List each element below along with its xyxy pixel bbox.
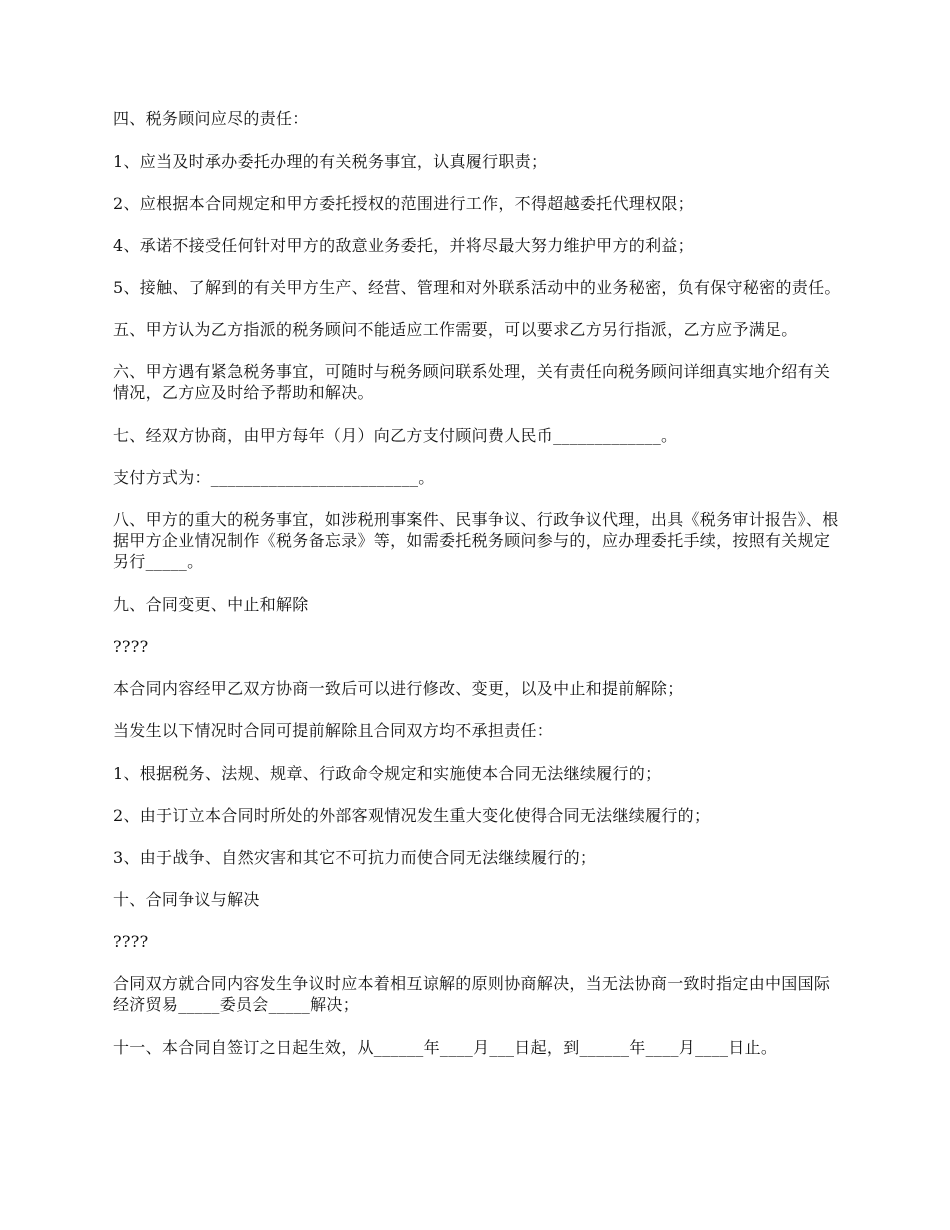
section-seven-paragraph: 七、经双方协商，由甲方每年（月）向乙方支付顾问费人民币_____________。 <box>113 426 678 445</box>
clause-duty-5: 5、接触、了解到的有关甲方生产、经营、管理和对外联系活动中的业务秘密，负有保守秘密的责任。 <box>113 278 841 297</box>
section-six-paragraph: 六、甲方遇有紧急税务事宜，可随时与税务顾问联系处理，关有责任向税务顾问详细真实地介绍有关情况，乙方应及时给予帮助和解决。 <box>113 362 831 402</box>
payment-method-line: 支付方式为：_________________________。 <box>113 468 435 487</box>
clause-duty-1: 1、应当及时承办委托办理的有关税务事宜，认真履行职责； <box>113 152 548 171</box>
termination-condition-1: 1、根据税务、法规、规章、行政命令规定和实施使本合同无法继续履行的； <box>113 764 662 783</box>
section-five-paragraph: 五、甲方认为乙方指派的税务顾问不能适应工作需要，可以要求乙方另行指派，乙方应予满足。 <box>113 320 798 339</box>
dispute-resolution-paragraph: 合同双方就合同内容发生争议时应本着相互谅解的原则协商解决，当无法协商一致时指定由中国国际经济贸易_____委员会_____解决； <box>113 974 831 1014</box>
effective-period-paragraph: 十一、本合同自签订之日起生效，从______年____月___日起，到______年____月____日止。 <box>113 1038 778 1057</box>
termination-condition-3: 3、由于战争、自然灾害和其它不可抗力而使合同无法继续履行的； <box>113 848 597 867</box>
clause-duty-4: 4、承诺不接受任何针对甲方的敌意业务委托，并将尽最大努力维护甲方的利益； <box>113 236 694 255</box>
clause-duty-2: 2、应根据本合同规定和甲方委托授权的范围进行工作，不得超越委托代理权限； <box>113 194 694 213</box>
placeholder-marks: ???? <box>113 932 149 951</box>
section-nine-heading: 九、合同变更、中止和解除 <box>113 595 309 614</box>
termination-condition-2: 2、由于订立本合同时所处的外部客观情况发生重大变化使得合同无法继续履行的； <box>113 806 711 825</box>
amendment-paragraph: 本合同内容经甲乙双方协商一致后可以进行修改、变更，以及中止和提前解除； <box>113 679 684 698</box>
section-eight-paragraph: 八、甲方的重大的税务事宜，如涉税刑事案件、民事争议、行政争议代理，出具《税务审计报告》、根据甲方企业情况制作《税务备忘录》等，如需委托税务顾问参与的，应办理委托手续，按照有关规定另行_____。 <box>113 510 839 571</box>
section-four-heading: 四、税务顾问应尽的责任： <box>113 109 309 128</box>
placeholder-marks: ???? <box>113 637 149 656</box>
termination-conditions-intro: 当发生以下情况时合同可提前解除且合同双方均不承担责任： <box>113 721 554 740</box>
section-ten-heading: 十、合同争议与解决 <box>113 890 260 909</box>
document-body <box>113 108 841 1058</box>
